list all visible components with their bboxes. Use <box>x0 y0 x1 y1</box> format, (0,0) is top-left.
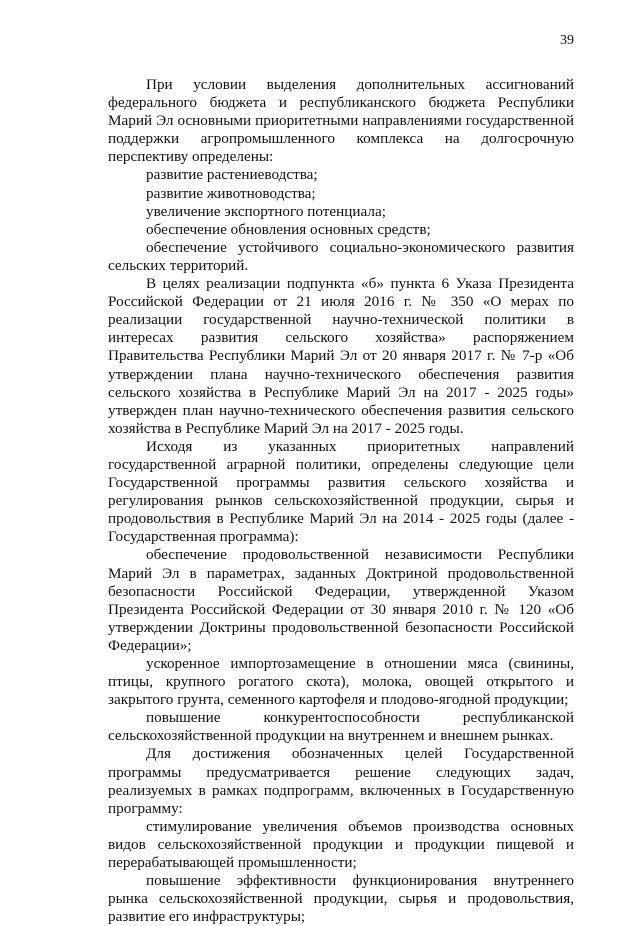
paragraph-priorities-intro: При условии выделения дополнительных ассигнований федерального бюджета и республиканского бюджета Республики Марий Эл основными приоритетными направлениями государственной поддержки агропромышленного комплекса на долгосрочную перспективу определены: <box>108 76 574 166</box>
list-item-production-growth: стимулирование увеличения объемов производства основных видов сельскохозяйственной продукции и продукции пищевой и перерабатывающей промышленности; <box>108 817 574 872</box>
paragraph-program-goals-intro: Исходя из указанных приоритетных направлений государственной аграрной политики, определены следующие цели Государственной программы развития сельского хозяйства и регулирования рынков сельскохозяйственной продукции, сырья и продовольствия в Республике Марий Эл на 2014 - 2025 годы (далее - Государственная программа): <box>108 437 574 546</box>
list-item-rural-territories: обеспечение устойчивого социально-экономического развития сельских территорий. <box>108 238 574 274</box>
list-item-fixed-assets: обеспечение обновления основных средств; <box>146 220 431 238</box>
page-number: 39 <box>560 33 574 48</box>
paragraph-decree-implementation: В целях реализации подпункта «б» пункта 6 Указа Президента Российской Федерации от 21 июля 2016 г. № 350 «О мерах по реализации государственной научно-технической политики в интересах развития сельского хозяйства» распоряжением Правительства Республики Марий Эл от 20 января 2017 г. № 7-р «Об утверждении плана научно-технического обеспечения развития сельского хозяйства в Республике Марий Эл на 2017 - 2025 годы» утвержден план научно-технического обеспечения развития сельского хозяйства в Республике Марий Эл на 2017 - 2025 годы. <box>108 275 574 437</box>
document-body <box>108 76 574 926</box>
list-item-livestock: развитие животноводства; <box>146 184 316 202</box>
list-item-competitiveness: повышение конкурентоспособности республиканской сельскохозяйственной продукции на внутреннем и внешнем рынках. <box>108 709 574 745</box>
list-item-market-efficiency: повышение эффективности функционирования внутреннего рынка сельскохозяйственной продукции, сырья и продовольствия, развитие его инфраструктуры; <box>108 872 574 926</box>
list-item-export-potential: увеличение экспортного потенциала; <box>146 202 386 220</box>
list-item-crop-production: развитие растениеводства; <box>146 166 318 184</box>
paragraph-tasks-intro: Для достижения обозначенных целей Государственной программы предусматривается решение следующих задач, реализуемых в рамках подпрограмм, включенных в Государственную программу: <box>108 745 574 817</box>
list-item-import-substitution: ускоренное импортозамещение в отношении мяса (свинины, птицы, крупного рогатого скота), молока, овощей открытого и закрытого грунта, семенного картофеля и плодово-ягодной продукции; <box>108 655 574 709</box>
list-item-food-independence: обеспечение продовольственной независимости Республики Марий Эл в параметрах, заданных Доктриной продовольственной безопасности Российской Федерации, утвержденной Указом Президента Российской Федерации от 30 января 2010 г. № 120 «Об утверждении Доктрины продовольственной безопасности Российской Федерации»; <box>108 546 574 654</box>
